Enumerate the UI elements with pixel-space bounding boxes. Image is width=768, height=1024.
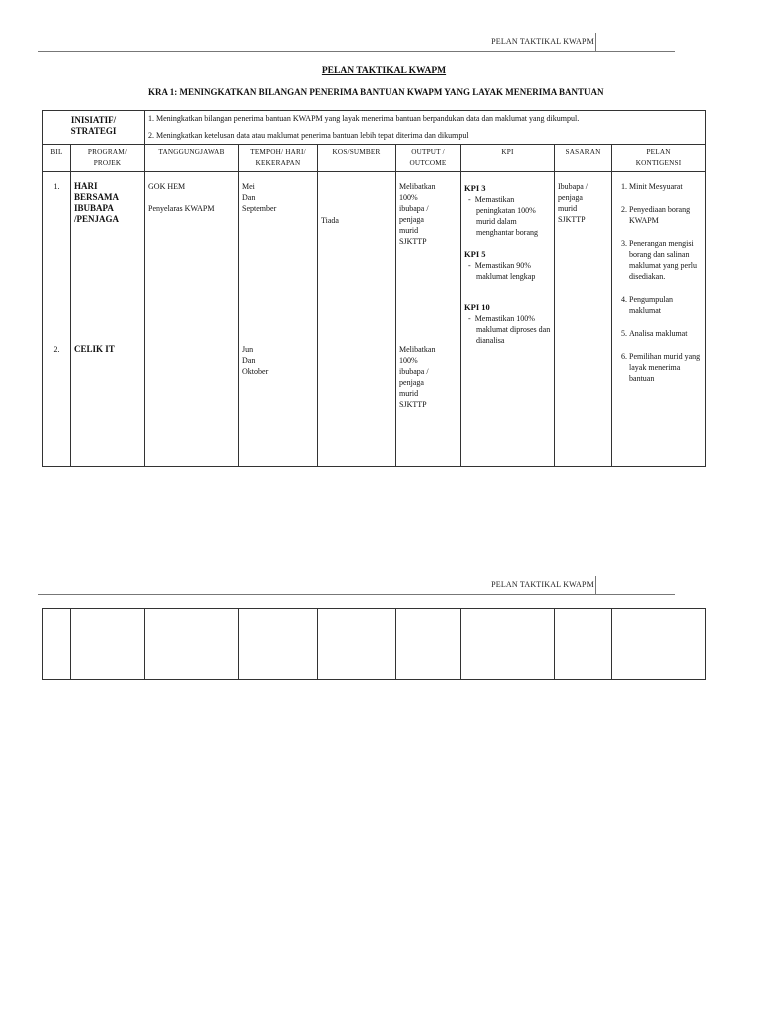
- row-1-person: GOK HEM: [148, 182, 186, 191]
- empty-row: [43, 609, 706, 680]
- col-pelan-line-1: PELAN: [646, 148, 671, 156]
- sasaran-line: Ibubapa /: [558, 182, 589, 191]
- cell-kos: [318, 172, 396, 467]
- row-1-program-line: BERSAMA: [74, 192, 120, 202]
- inisiatif-label-line-1: INISIATIF/: [70, 115, 117, 125]
- row-2-output-line: ibubapa /: [399, 367, 429, 376]
- header-text: PELAN TAKTIKAL KWAPM: [491, 580, 594, 589]
- row-2-bil: 2.: [53, 345, 60, 354]
- kpi-item-text: Memastikan peningkatan 100% murid dalam menghantar borang: [474, 195, 538, 237]
- row-1-output-line: murid: [399, 226, 419, 235]
- contingency-item: 1. Minit Mesyuarat: [629, 181, 702, 192]
- col-program: [71, 145, 145, 172]
- row-2-output-line: 100%: [399, 356, 418, 365]
- document-title: PELAN TAKTIKAL KWAPM: [321, 66, 447, 76]
- inisiatif-item-2: 2. Meningkatkan ketelusan data atau maklumat penerima bantuan lebih tepat diterima dan dikumpul: [148, 131, 469, 140]
- row-1-program-line: IBUBAPA: [74, 203, 114, 213]
- row-2-tempoh-line: Jun: [242, 345, 254, 354]
- col-tanggungjawab: TANGGUNGJAWAB: [145, 145, 239, 172]
- col-kpi: KPI: [461, 145, 555, 172]
- empty-cell: [239, 609, 318, 680]
- header-text: PELAN TAKTIKAL KWAPM: [491, 37, 594, 46]
- row-1-output-line: penjaga: [399, 215, 424, 224]
- row-1-bil: 1.: [53, 182, 60, 191]
- col-output-line-1: OUTPUT /: [411, 148, 445, 156]
- inisiatif-label: [43, 111, 145, 145]
- cell-pelan-kontigensi: [612, 172, 706, 467]
- col-pelan: [612, 145, 706, 172]
- sasaran-line: murid: [558, 204, 578, 213]
- sasaran-line: SJKTTP: [558, 215, 586, 224]
- header-divider: [595, 33, 596, 51]
- inisiatif-content: [145, 111, 706, 145]
- kra-label: KRA 1: [148, 87, 175, 97]
- empty-cell: [461, 609, 555, 680]
- contingency-item: 3. Penerangan mengisi borang dan salinan maklumat yang perlu disediakan.: [629, 238, 702, 282]
- row-2-program: CELIK IT: [74, 344, 115, 354]
- sasaran: [558, 174, 608, 225]
- header-divider: [595, 576, 596, 594]
- cell-tempoh: [239, 172, 318, 467]
- row-2-output-line: Melibatkan: [399, 345, 436, 354]
- row-2-output: [399, 247, 457, 410]
- row-2-tempoh-line: Oktober: [242, 367, 269, 376]
- row-1-program-line: /PENJAGA: [74, 214, 119, 224]
- page-header: [38, 33, 675, 52]
- kra-heading: [148, 87, 604, 97]
- row-1-output-line: ibubapa /: [399, 204, 429, 213]
- tactical-plan-table: [42, 110, 706, 467]
- contingency-list: [615, 174, 702, 384]
- cell-program: [71, 172, 145, 467]
- empty-cell: [555, 609, 612, 680]
- col-sasaran: SASARAN: [555, 145, 612, 172]
- kpi-item-text: Memastikan 90% maklumat lengkap: [474, 261, 536, 281]
- cell-output: [396, 172, 461, 467]
- empty-cell: [318, 609, 396, 680]
- kpi-item: - Memastikan 100% maklumat diproses dan dianalisa: [468, 314, 551, 345]
- kpi-title: KPI 5: [464, 249, 486, 259]
- row-1-output-line: Melibatkan: [399, 182, 436, 191]
- kpi-title: KPI 3: [464, 183, 486, 193]
- contingency-item: 5. Analisa maklumat: [629, 328, 702, 339]
- contingency-item: 2. Penyediaan borang KWAPM: [629, 204, 702, 226]
- table-body-row: [43, 172, 706, 467]
- col-program-line-1: PROGRAM/: [87, 148, 128, 156]
- empty-cell: [43, 609, 71, 680]
- col-program-line-2: PROJEK: [93, 159, 122, 167]
- row-2-output-line: murid: [399, 389, 419, 398]
- row-1-role: Penyelaras KWAPM: [148, 204, 215, 213]
- col-tempoh-line-2: KEKERAPAN: [255, 159, 301, 167]
- inisiatif-row: [43, 111, 706, 145]
- row-1-tempoh-line: Mei: [242, 182, 255, 191]
- page-header-2: [38, 576, 675, 595]
- col-tempoh-line-1: TEMPOH/ HARI/: [250, 148, 306, 156]
- row-1-tempoh: [242, 174, 314, 214]
- row-1-output: [399, 174, 457, 247]
- kpi-block-2: [464, 238, 551, 282]
- row-1-program: [74, 174, 141, 225]
- inisiatif-item-1: 1. Meningkatkan bilangan penerima bantuan KWAPM yang layak menerima bantuan berpandukan data dan maklumat yang dikumpul.: [148, 114, 580, 123]
- kra-text: : MENINGKATKAN BILANGAN PENERIMA BANTUAN KWAPM YANG LAYAK MENERIMA BANTUAN: [174, 87, 604, 97]
- kpi-block-3: [464, 282, 551, 346]
- row-1-tempoh-line: Dan: [242, 193, 256, 202]
- col-tempoh: [239, 145, 318, 172]
- kpi-item: - Memastikan 90% maklumat lengkap: [468, 261, 536, 281]
- row-1-tempoh-line: September: [242, 204, 277, 213]
- col-output-line-2: OUTCOME: [409, 159, 447, 167]
- inisiatif-label-line-2: STRATEGI: [70, 126, 117, 136]
- col-kos: KOS/SUMBER: [318, 145, 396, 172]
- contingency-item: 6. Pemilihan murid yang layak menerima bantuan: [629, 351, 702, 384]
- contingency-item: 4. Pengumpulan maklumat: [629, 294, 702, 316]
- kpi-title: KPI 10: [464, 302, 490, 312]
- cell-tanggungjawab: [145, 172, 239, 467]
- row-1-program-line: HARI: [74, 181, 98, 191]
- col-pelan-line-2: KONTIGENSI: [635, 159, 682, 167]
- row-1-kos: Tiada: [321, 216, 339, 225]
- cell-kpi: [461, 172, 555, 467]
- sasaran-line: penjaga: [558, 193, 583, 202]
- empty-cell: [145, 609, 239, 680]
- col-bil: BIL: [43, 145, 71, 172]
- row-1-output-line: SJKTTP: [399, 237, 427, 246]
- empty-cell: [396, 609, 461, 680]
- kpi-item: - Memastikan peningkatan 100% murid dalam menghantar borang: [468, 195, 538, 237]
- col-output: [396, 145, 461, 172]
- column-header-row: [43, 145, 706, 172]
- row-1-output-line: 100%: [399, 193, 418, 202]
- cell-bil: [43, 172, 71, 467]
- kpi-item-text: Memastikan 100% maklumat diproses dan dianalisa: [474, 314, 551, 345]
- row-2-output-line: penjaga: [399, 378, 424, 387]
- row-2-tempoh-line: Dan: [242, 356, 256, 365]
- cell-sasaran: [555, 172, 612, 467]
- kpi-block-1: [464, 174, 551, 238]
- continuation-table: [42, 608, 706, 680]
- empty-cell: [71, 609, 145, 680]
- row-2-output-line: SJKTTP: [399, 400, 427, 409]
- empty-cell: [612, 609, 706, 680]
- row-2-tempoh: [242, 214, 314, 377]
